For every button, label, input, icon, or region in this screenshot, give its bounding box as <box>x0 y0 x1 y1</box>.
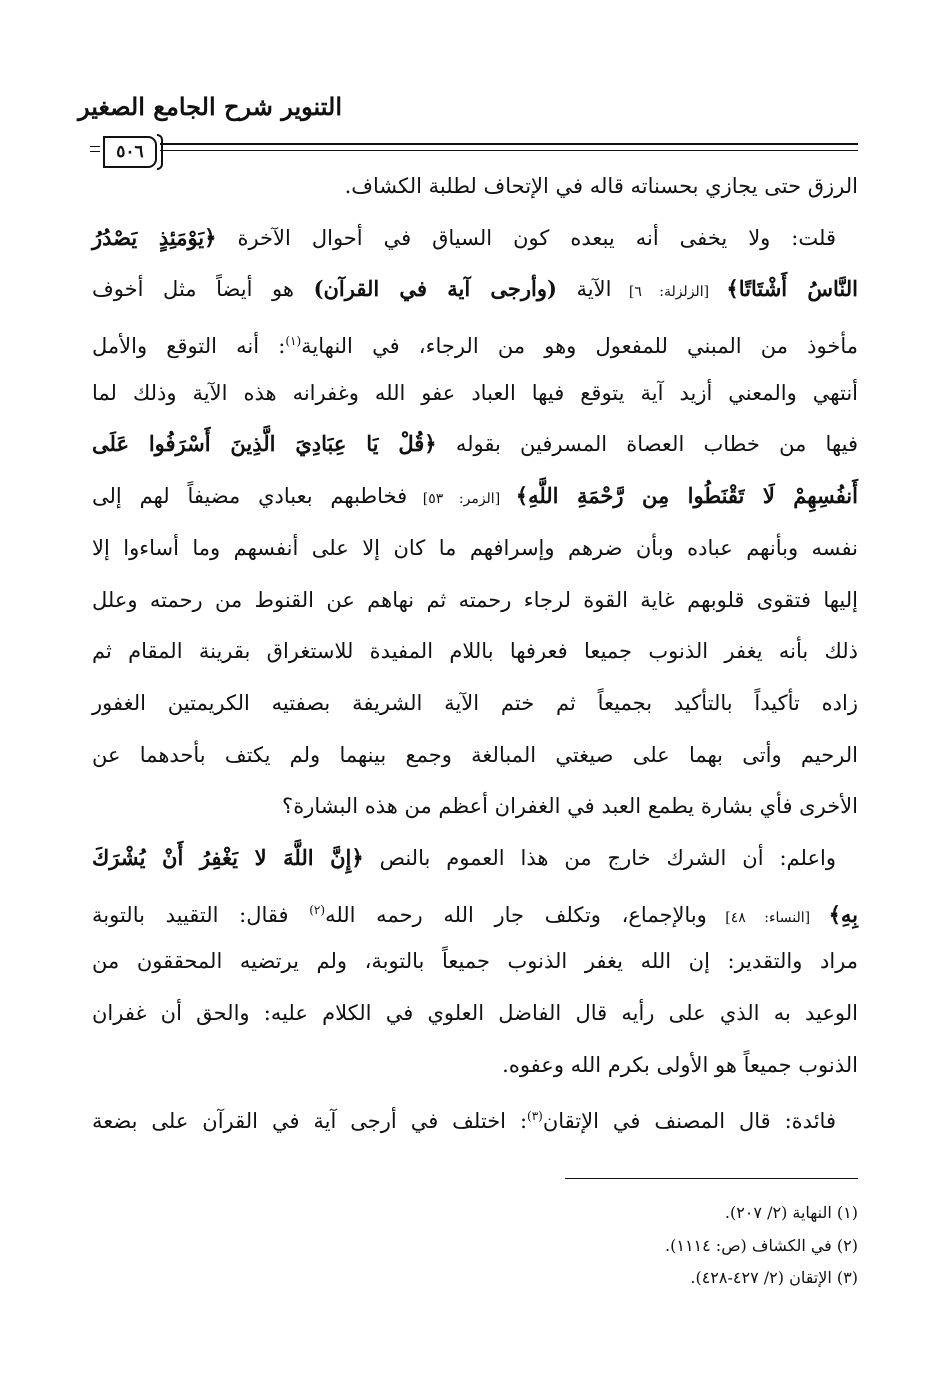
text-line <box>92 683 858 735</box>
text-line <box>92 269 858 321</box>
text-line <box>92 166 858 218</box>
emphasis-text: أَنفُسِهِمْ لَا تَقْنَطُوا مِن رَّحْمَةِ اللَّهِ﴾ <box>515 483 858 509</box>
text-line <box>92 373 858 425</box>
text-line <box>92 580 858 632</box>
text-segment: الوعيد به الذي على رأيه قال الفاضل العلوي في الكلام عليه: والحق أن غفران <box>92 1001 858 1025</box>
header-rule-thin <box>160 150 858 151</box>
text-line <box>92 424 858 476</box>
emphasis-text: بِهِ﴾ <box>828 901 858 927</box>
text-segment: فخاطبهم بعبادي مضيفاً لهم إلى <box>92 484 408 509</box>
footnotes <box>665 1197 858 1295</box>
footnote-2: (٢) في الكشاف (ص: ١١١٤). <box>665 1235 858 1255</box>
text-segment: الآية <box>556 277 612 302</box>
footnote-1: (١) النهاية (٢/ ٢٠٧). <box>724 1203 858 1222</box>
text-segment: الذنوب جميعاً هو الأولى بكرم الله وعفوه. <box>502 1052 858 1077</box>
running-header-title: التنوير شرح الجامع الصغير <box>78 92 342 121</box>
text-segment: وبالإجماع، وتكلف جار الله رحمه الله <box>325 902 707 927</box>
footnote-3: (٣) الإتقان (٢/ ٤٢٧-٤٢٨). <box>690 1268 858 1287</box>
footnote-ref: (١) <box>285 334 302 349</box>
emphasis-text: ﴿إِنَّ اللَّهَ لا يَغْفِرُ أَنْ يُشْرَكَ <box>92 844 364 870</box>
text-segment: فائدة: قال المصنف في الإتقان <box>542 1109 836 1134</box>
emphasis-text: النَّاسُ أَشْتَاتًا﴾ <box>726 276 858 302</box>
header-dash <box>90 146 100 147</box>
text-line <box>92 631 858 683</box>
text-segment: الرزق حتى يجازي بحسناته قاله في الإتحاف لطلبة الكشاف. <box>344 174 858 198</box>
text-segment: أنتهي والمعني أزيد آية يتوقع فيها العباد عفو الله وغفرانه هذه الآية وذلك لما <box>92 380 858 405</box>
text-line <box>92 941 858 993</box>
text-line <box>92 1045 858 1097</box>
text-segment: الأخرى فأي بشارة يطمع العبد في الغفران أعظم من هذه البشارة؟ <box>282 794 858 819</box>
text-segment: قلت: ولا يخفى أنه يبعده كون السياق في أحوال الآخرة <box>216 225 836 250</box>
citation-text: [الزلزلة: ٦] <box>611 284 727 301</box>
text-line <box>92 735 858 787</box>
emphasis-text: ﴿يَوْمَئِذٍ يَصْدُرُ <box>92 224 217 250</box>
text-segment: : أنه التوقع والأمل <box>92 334 286 359</box>
text-line <box>92 993 858 1045</box>
text-segment: زاده تأكيداً بالتأكيد بجميعاً ثم ختم الآية الشريفة بصفتيه الكريمتين الغفور <box>92 690 858 715</box>
text-segment: فيها من خطاب العصاة المسرفين بقوله <box>436 432 858 457</box>
emphasis-text: (وأرجى آية في القرآن) <box>313 276 557 302</box>
text-segment: نفسه وبأنهم عباده وبأن ضرهم وإسرافهم ما كان إلا على أنفسهم وما أساءوا إلا <box>92 535 858 560</box>
header-rule-thick <box>160 143 858 145</box>
body-text <box>92 166 858 1148</box>
text-line <box>92 476 858 528</box>
footnote-ref: (٣) <box>527 1109 543 1124</box>
text-segment: الرحيم وأتى بهما على صيغتي المبالغة وجمع بينهما ولم يكتف بأحدهما عن <box>92 742 858 767</box>
text-line <box>92 890 858 942</box>
text-segment: ذلك بأنه يغفر الذنوب جميعا فعرفها باللام المفيدة للاستغراق بقرينة المقام ثم <box>92 639 858 664</box>
text-line <box>92 321 858 373</box>
text-segment: : اختلف في أرجى آية في القرآن على بضعة <box>92 1109 528 1134</box>
footnote-rule <box>565 1178 858 1179</box>
text-line <box>92 786 858 838</box>
text-line <box>92 528 858 580</box>
text-line <box>92 838 858 890</box>
text-line <box>92 1096 858 1148</box>
header-dash <box>90 151 100 152</box>
text-segment: فقال: التقييد بالتوبة <box>92 902 310 927</box>
footnote-ref: (٢) <box>309 902 326 917</box>
text-segment: مراد والتقدير: إن الله يغفر الذنوب جميعاً بالتوبة، ولم يرتضيه المحققون من <box>92 949 858 974</box>
citation-text: [الزمر: ٥٣] <box>407 491 516 508</box>
text-line <box>92 218 858 270</box>
text-segment: إليها فتقوى قلوبهم غاية القوة لرجاء رحمته ثم نهاهم عن القنوط من رحمته وعلل <box>92 587 858 612</box>
text-segment: مأخوذ من المبني للمفعول وهو من الرجاء، في النهاية <box>301 334 859 359</box>
emphasis-text: ﴿قُلْ يَا عِبَادِيَ الَّذِينَ أَسْرَفُوا عَلَى <box>92 431 437 457</box>
citation-text: [النساء: ٤٨] <box>706 909 829 926</box>
page-number: ٥٠٦ <box>103 136 157 168</box>
text-segment: واعلم: أن الشرك خارج من هذا العموم بالنص <box>363 845 836 870</box>
text-segment: هو أيضاً مثل أخوف <box>92 277 314 302</box>
